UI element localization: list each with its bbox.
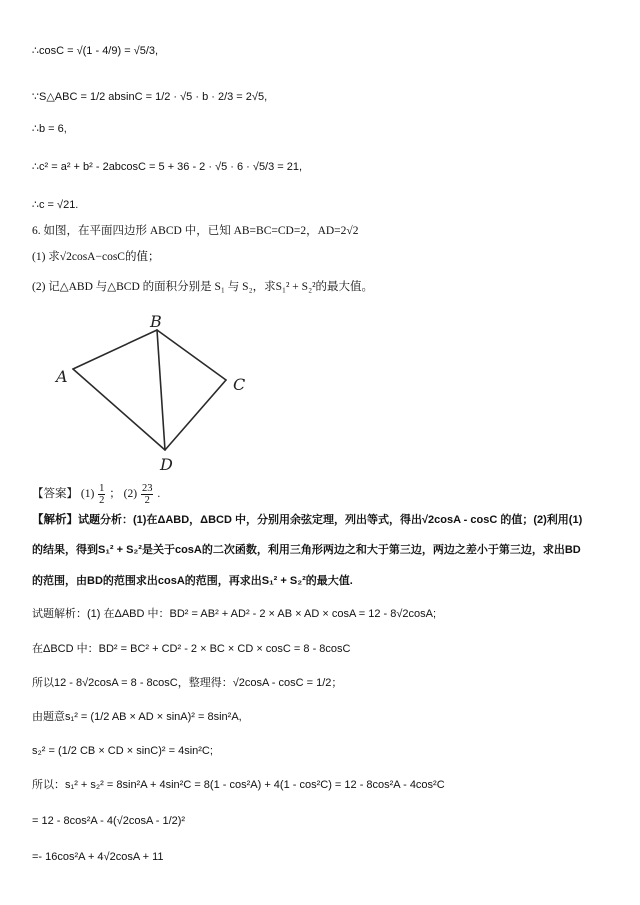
vertex-a-label: A (56, 367, 68, 386)
answer-part-2-denominator: 2 (144, 495, 150, 506)
solution-line-7: = 12 - 8cos²A - 4(√2cosA - 1/2)² (32, 815, 186, 827)
analysis-line-1-text: 试题分析：(1)在ΔABD，ΔBCD 中，分别用余弦定理，列出等式，得出√2cosA - cosC 的值；(2)利用(1) (78, 514, 583, 526)
problem-part-2: (2) 记△ABD 与△BCD 的面积分别是 S₁ 与 S₂，求S₁² + S₂²的最大值。 (32, 281, 374, 293)
answer-part-1-numerator: 1 (99, 483, 105, 494)
diagonal-bd (157, 330, 165, 450)
analysis-line-2: 的结果，得到S₁² + S₂²是关于cosA的二次函数，利用三角形两边之和大于第三边，两边之差小于第三边，求出BD (32, 544, 581, 556)
vertex-c-label: C (233, 375, 246, 394)
problem-stem: 6. 如图，在平面四边形 ABCD 中，已知 AB=BC=CD=2，AD=2√2 (32, 225, 359, 237)
answer-part-2-fraction (141, 483, 154, 506)
prev-solution-line-1: ∴cosC = √(1 - 4/9) = √5/3, (32, 45, 159, 57)
answer-tag: 【答案】 (32, 488, 78, 501)
answer-separator: ； (109, 488, 121, 501)
solution-line-2: 在ΔBCD 中：BD² = BC² + CD² - 2 × BC × CD × cosC = 8 - 8cosC (32, 643, 351, 655)
answer-part-1-denominator: 2 (99, 495, 105, 506)
solution-line-4: 由题意s₁² = (1/2 AB × AD × sinA)² = 8sin²A, (32, 711, 242, 723)
prev-solution-line-3: ∴b = 6, (32, 123, 67, 135)
analysis-tag: 【解析】 (32, 514, 78, 526)
prev-solution-line-4: ∴c² = a² + b² - 2abcosC = 5 + 36 - 2 · √5 · 6 · √5/3 = 21, (32, 161, 303, 173)
side-da (73, 369, 165, 450)
answer-end: . (157, 488, 161, 501)
solution-line-5: s₂² = (1/2 CB × CD × sinC)² = 4sin²C; (32, 745, 213, 757)
problem-part-1: (1) 求√2cosA−cosC的值； (32, 251, 160, 263)
side-ab (73, 330, 157, 369)
answer-part-1-fraction (98, 483, 105, 506)
solution-line-6: 所以：s₁² + s₂² = 8sin²A + 4sin²C = 8(1 - cos²A) + 4(1 - cos²C) = 12 - 8cos²A - 4cos²C (32, 779, 445, 791)
analysis-line-1 (32, 513, 582, 528)
solution-line-3: 所以12 - 8√2cosA = 8 - 8cosC，整理得：√2cosA - cosC = 1/2； (32, 677, 343, 689)
solution-line-1: 试题解析：(1) 在ΔABD 中：BD² = AB² + AD² - 2 × AB × AD × cosA = 12 - 8√2cosA; (32, 608, 437, 620)
prev-solution-line-5: ∴c = √21. (32, 199, 79, 211)
answer-part-2-label: (2) (123, 488, 138, 501)
answer-part-2-numerator: 23 (141, 483, 153, 494)
solution-line-8: =- 16cos²A + 4√2cosA + 11 (32, 851, 164, 863)
prev-solution-line-2: ∵S△ABC = 1/2 absinC = 1/2 · √5 · b · 2/3 = 2√5, (32, 91, 268, 103)
analysis-line-3: 的范围，由BD的范围求出cosA的范围，再求出S₁² + S₂²的最大值. (32, 575, 353, 587)
answer-line (32, 483, 160, 506)
vertex-b-label: B (150, 312, 162, 331)
side-cd (165, 380, 226, 450)
answer-part-1-label: (1) (80, 488, 95, 501)
quadrilateral-figure (48, 308, 263, 478)
side-bc (157, 330, 226, 380)
vertex-d-label: D (160, 455, 173, 474)
